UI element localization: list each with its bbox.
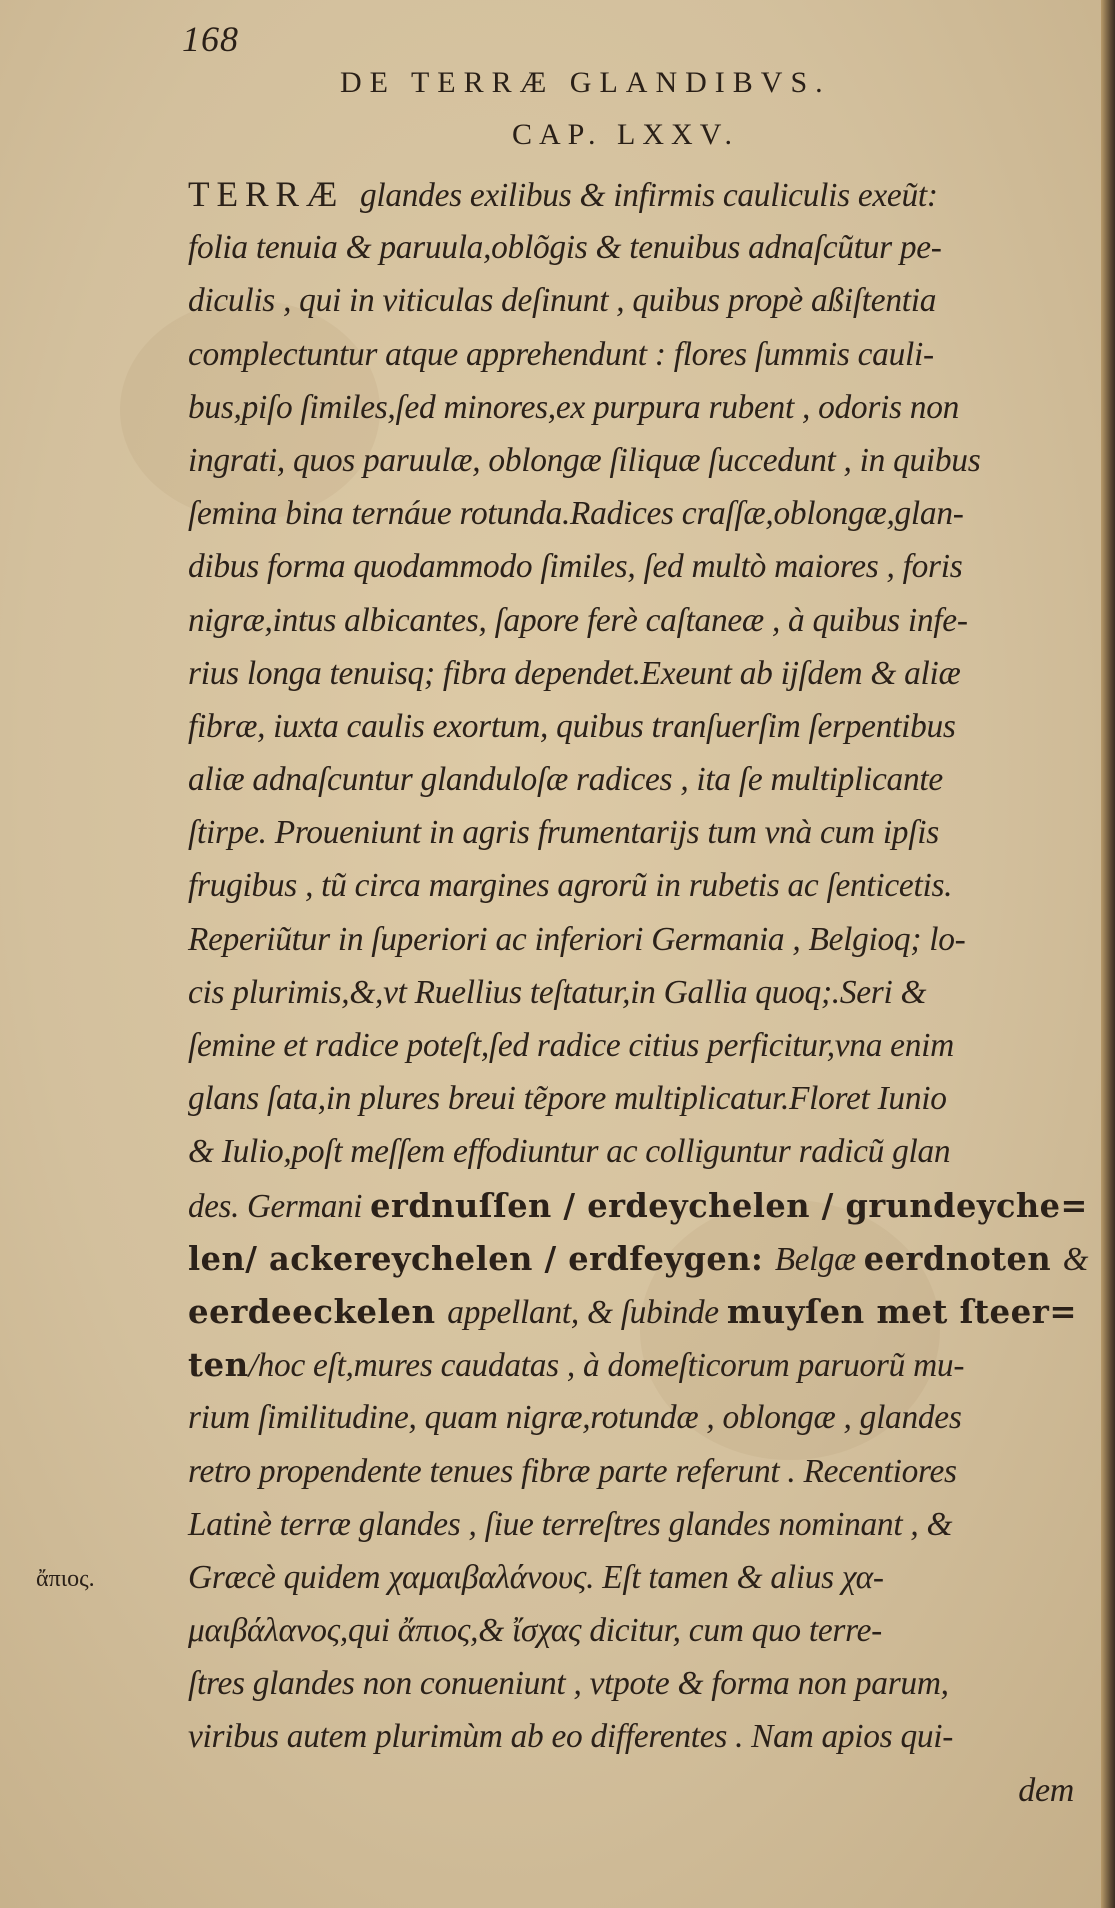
- italic-text: ſemine et radice poteſt,ſed radice citius perficitur,vna enim: [188, 1027, 954, 1064]
- text-line: [188, 594, 1088, 647]
- text-line: [188, 1391, 1088, 1444]
- blackletter-text: ten: [188, 1345, 249, 1385]
- italic-text: Belgæ: [774, 1240, 864, 1278]
- blackletter-text: len/ ackereychelen / erdfeygen:: [188, 1238, 775, 1278]
- text-line: [188, 1604, 1088, 1657]
- text-line: [188, 1285, 1088, 1338]
- text-line: [188, 1445, 1088, 1498]
- text-line: [188, 1338, 1088, 1391]
- italic-text: ſemina bina ternáue rotunda.Radices craſſæ,oblongæ,glan-: [188, 495, 964, 533]
- page-number: 168: [182, 19, 239, 59]
- italic-text: frugibus , tũ circa margines agrorũ in rubetis ac ſenticetis.: [188, 867, 953, 905]
- text-line: [188, 1019, 1088, 1072]
- text-line: [188, 1072, 1088, 1125]
- italic-text: ingrati, quos paruulæ, oblongæ ſiliquæ ſuccedunt , in quibus: [188, 441, 981, 479]
- italic-text: retro propendente tenues fibræ parte referunt . Recentiores: [188, 1452, 957, 1490]
- italic-text: des. Germani: [188, 1187, 371, 1225]
- italic-text: folia tenuia & paruula,oblõgis & tenuibus adnaſcũtur pe-: [188, 229, 942, 267]
- text-line: [188, 381, 1088, 434]
- text-line: [188, 274, 1088, 327]
- blackletter-text: erdnuſſen / erdeychelen / grundeyche=: [370, 1185, 1088, 1225]
- italic-text: aliæ adnaſcuntur glanduloſæ radices , ita ſe multiplicante: [188, 761, 943, 799]
- text-line: [188, 700, 1088, 753]
- italic-text: glandes exilibus & infirmis cauliculis exeũt:: [359, 177, 938, 214]
- text-line: [188, 1551, 1088, 1604]
- text-line: [188, 1498, 1088, 1551]
- italic-text: /hoc eſt,mures caudatas , à domeſticorum paruorũ mu-: [248, 1347, 965, 1385]
- italic-text: complectuntur atque apprehendunt : flores ſummis cauli-: [188, 335, 934, 373]
- italic-text: viribus autem plurimùm ab eo differentes . Nam apios qui-: [188, 1718, 954, 1756]
- blackletter-text: muyſen met ſteer=: [726, 1291, 1078, 1331]
- italic-text: bus,piſo ſimiles,ſed minores,ex purpura rubent , odoris non: [188, 388, 960, 426]
- italic-text: Græcè quidem χαμαιβαλάνους. Eſt tamen & alius χα-: [188, 1558, 884, 1596]
- blackletter-text: eerdnoten: [863, 1238, 1063, 1278]
- italic-text: diculis , qui in viticulas deſinunt , quibus propè aßiſtentia: [188, 282, 937, 320]
- initial-caps: TERRÆ: [188, 174, 360, 214]
- italic-text: ſtirpe. Proueniunt in agris frumentarijs tum vnà cum ipſis: [188, 814, 939, 852]
- italic-text: Latinè terræ glandes , ſiue terreſtres glandes nominant , &: [188, 1505, 953, 1543]
- running-title: DE TERRÆ GLANDIBVS.: [340, 66, 831, 99]
- text-line: [188, 1179, 1088, 1232]
- binding-edge: [1101, 0, 1115, 1908]
- italic-text: appellant, & ſubinde: [447, 1293, 727, 1331]
- italic-text: nigræ,intus albicantes, ſapore ferè caſtaneæ , à quibus infe-: [188, 601, 968, 639]
- text-line: [188, 328, 1088, 381]
- italic-text: dibus forma quodammodo ſimiles, ſed multò maiores , foris: [188, 548, 963, 586]
- text-line: [188, 1125, 1088, 1178]
- text-line: [188, 487, 1088, 540]
- text-line: [188, 221, 1088, 274]
- text-line: [188, 434, 1088, 487]
- italic-text: Reperiũtur in ſuperiori ac inferiori Germania , Belgioq; lo-: [188, 920, 966, 958]
- italic-text: rius longa tenuisq; fibra dependet.Exeunt ab ijſdem & aliæ: [188, 654, 961, 692]
- italic-text: fibræ, iuxta caulis exortum, quibus tranſuerſim ſerpentibus: [188, 707, 956, 745]
- italic-text: ſtres glandes non conueniunt , vtpote & forma non parum,: [188, 1665, 949, 1703]
- text-line: [188, 168, 1088, 221]
- text-line: [188, 913, 1088, 966]
- text-line: [188, 1232, 1089, 1285]
- chapter-title: CAP. LXXV.: [512, 118, 739, 151]
- text-line: [188, 859, 1088, 912]
- text-line: [188, 647, 1088, 700]
- italic-text: rium ſimilitudine, quam nigræ,rotundæ , oblongæ , glandes: [188, 1399, 962, 1437]
- text-line: [188, 1657, 1088, 1710]
- body-text: [188, 168, 1104, 1817]
- text-line: [188, 966, 1088, 1019]
- italic-text: &: [1062, 1240, 1089, 1278]
- margin-note: ἄπιος.: [36, 1566, 95, 1592]
- text-line: [188, 753, 1088, 806]
- italic-text: μαιβάλανος,qui ἄπιος,& ἴσχας dicitur, cum quo terre-: [188, 1612, 882, 1650]
- italic-text: glans ſata,in plures breui tẽpore multiplicatur.Floret Iunio: [188, 1080, 947, 1118]
- blackletter-text: eerdeeckelen: [188, 1291, 448, 1331]
- text-line: [188, 1710, 1088, 1763]
- italic-text: & Iulio,poſt meſſem effodiuntur ac colliguntur radicũ glan: [188, 1133, 951, 1171]
- italic-text: cis plurimis,&,vt Ruellius teſtatur,in Gallia quoq;.Seri &: [188, 973, 927, 1011]
- text-line: [188, 540, 1088, 593]
- catchword: dem: [1018, 1771, 1074, 1809]
- text-line: [188, 806, 1088, 859]
